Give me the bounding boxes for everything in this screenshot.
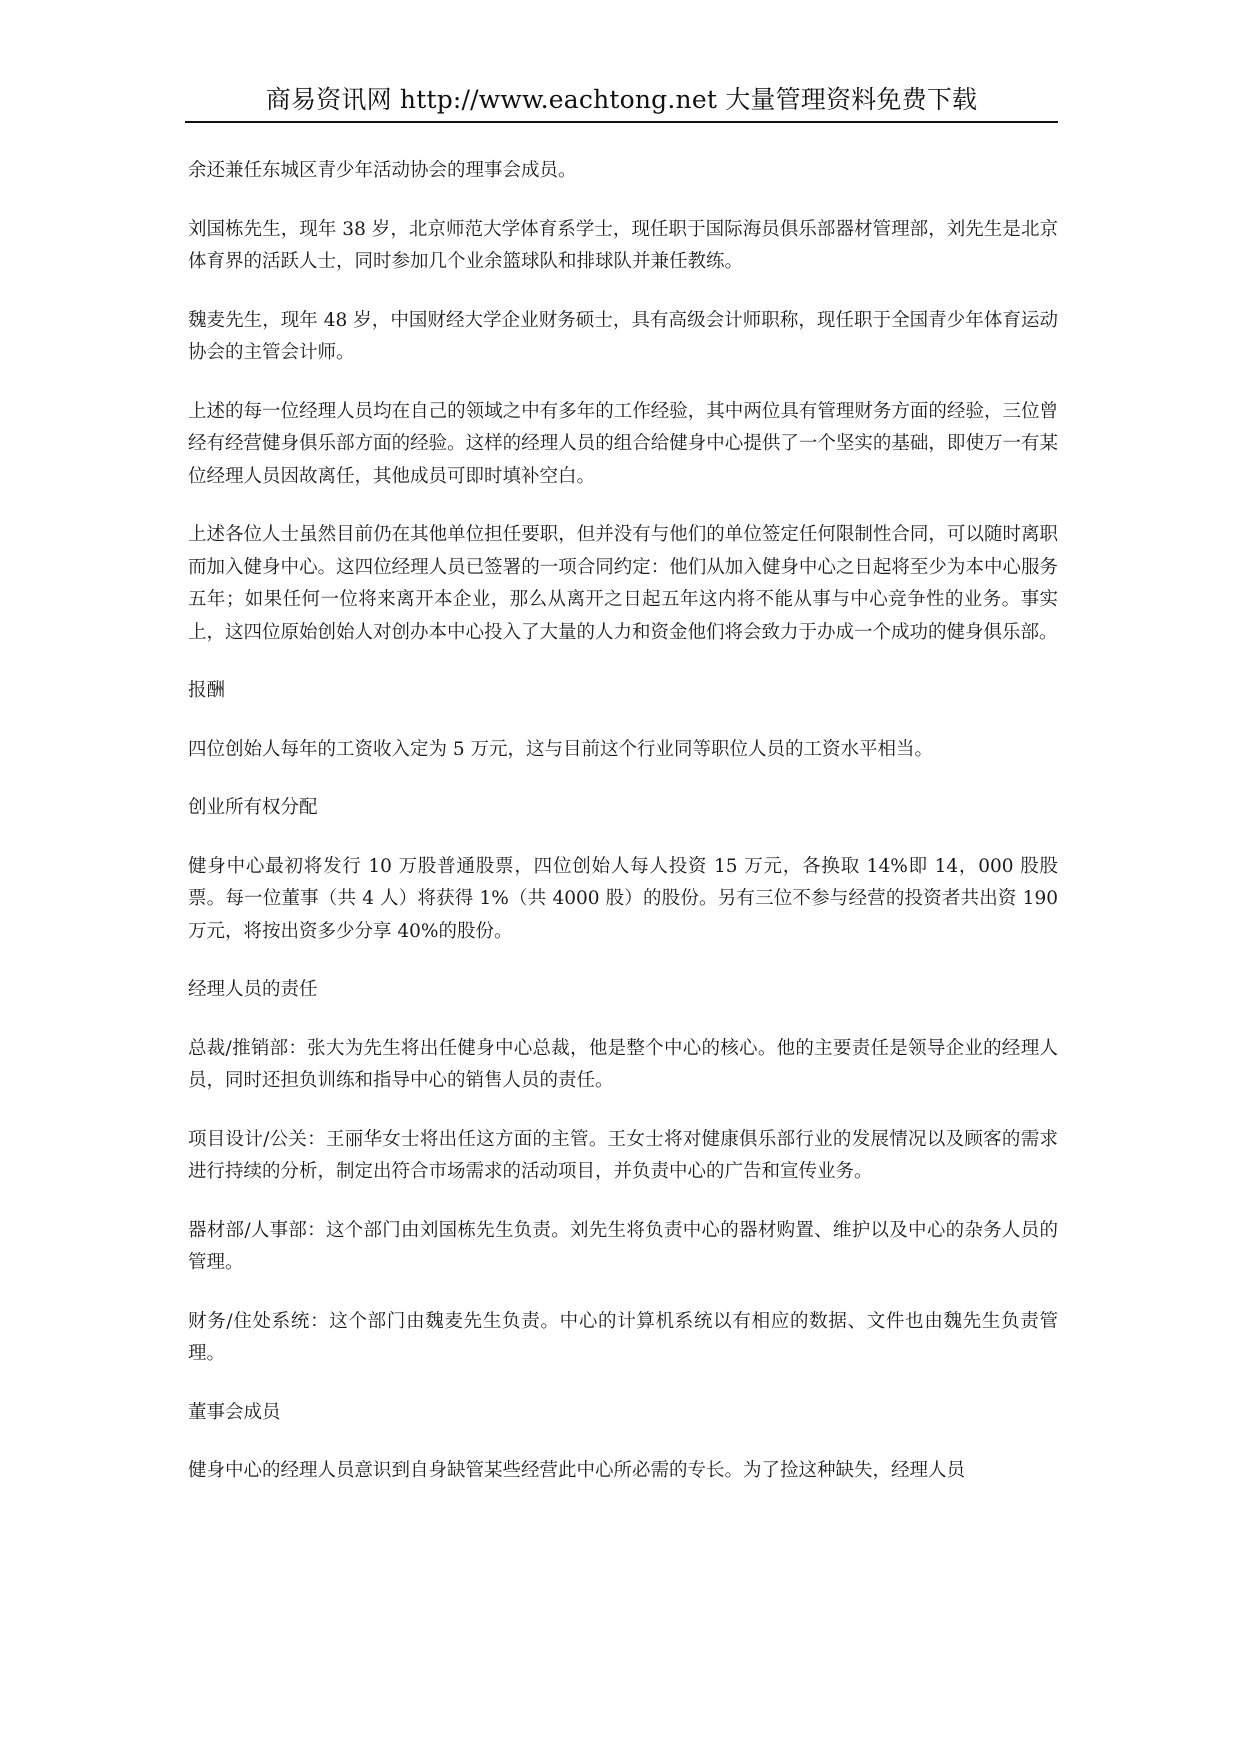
document-body xyxy=(188,155,1058,1514)
section-heading-compensation: 报酬 xyxy=(188,680,226,701)
paragraph-continuation: 余还兼任东城区青少年活动协会的理事会成员。 xyxy=(188,160,577,181)
paragraph-wei-mai: 魏麦先生，现年 48 岁，中国财经大学企业财务硕士，具有高级会计师职称，现任职于全国青少年体育运动协会的主管会计师。 xyxy=(188,309,1058,363)
paragraph-board: 健身中心的经理人员意识到自身缺管某些经营此中心所必需的专长。为了捡这种缺失，经理人员 xyxy=(188,1460,966,1481)
paragraph-program-pr: 项目设计/公关：王丽华女士将出任这方面的主管。王女士将对健康俱乐部行业的发展情况以及顾客的需求进行持续的分析，制定出符合市场需求的活动项目，并负责中心的广告和宣传业务。 xyxy=(188,1128,1058,1182)
section-heading-responsibilities: 经理人员的责任 xyxy=(188,979,318,1000)
paragraph-finance-systems: 财务/住处系统：这个部门由魏麦先生负责。中心的计算机系统以有相应的数据、文件也由魏先生负责管理。 xyxy=(188,1310,1058,1364)
paragraph-contract-terms: 上述各位人士虽然目前仍在其他单位担任要职，但并没有与他们的单位签定任何限制性合同，可以随时离职而加入健身中心。这四位经理人员已签署的一项合同约定：他们从加入健身中心之日起将至少为本中心服务五年；如果任何一位将来离开本企业，那么从离开之日起五年这内将不能从事与中心竞争性的业务。事实上，这四位原始创始人对创办本中心投入了大量的人力和资金他们将会致力于办成一个成功的健身俱乐部。 xyxy=(188,524,1058,643)
section-heading-board: 董事会成员 xyxy=(188,1401,281,1423)
page-header: 商易资讯网 http://www.eachtong.net 大量管理资料免费下载 xyxy=(265,85,978,114)
section-heading-ownership: 创业所有权分配 xyxy=(188,797,318,818)
paragraph-equipment-hr: 器材部/人事部：这个部门由刘国栋先生负责。刘先生将负责中心的器材购置、维护以及中心的杂务人员的管理。 xyxy=(188,1219,1058,1273)
paragraph-compensation: 四位创始人每年的工资收入定为 5 万元，这与目前这个行业同等职位人员的工资水平相当。 xyxy=(188,738,934,760)
header-rule xyxy=(185,121,1058,123)
paragraph-liu-guodong: 刘国栋先生，现年 38 岁，北京师范大学体育系学士，现任职于国际海员俱乐部器材管理部，刘先生是北京体育界的活跃人士，同时参加几个业余篮球队和排球队并兼任教练。 xyxy=(188,218,1058,272)
paragraph-experience-summary: 上述的每一位经理人员均在自己的领域之中有多年的工作经验，其中两位具有管理财务方面的经验，三位曾经有经营健身俱乐部方面的经验。这样的经理人员的组合给健身中心提供了一个坚实的基础，即使万一有某位经理人员因故离任，其他成员可即时填补空白。 xyxy=(188,400,1058,487)
paragraph-ownership: 健身中心最初将发行 10 万股普通股票，四位创始人每人投资 15 万元，各换取 14%即 14，000 股股票。每一位董事（共 4 人）将获得 1%（共 4000 股）的股份。另有三位不参与经营的投资者共出资 190 万元，将按出资多少分享 40%的股份。 xyxy=(188,855,1058,942)
paragraph-president-sales: 总裁/推销部：张大为先生将出任健身中心总裁，他是整个中心的核心。他的主要责任是领导企业的经理人员，同时还担负训练和指导中心的销售人员的责任。 xyxy=(188,1037,1058,1091)
